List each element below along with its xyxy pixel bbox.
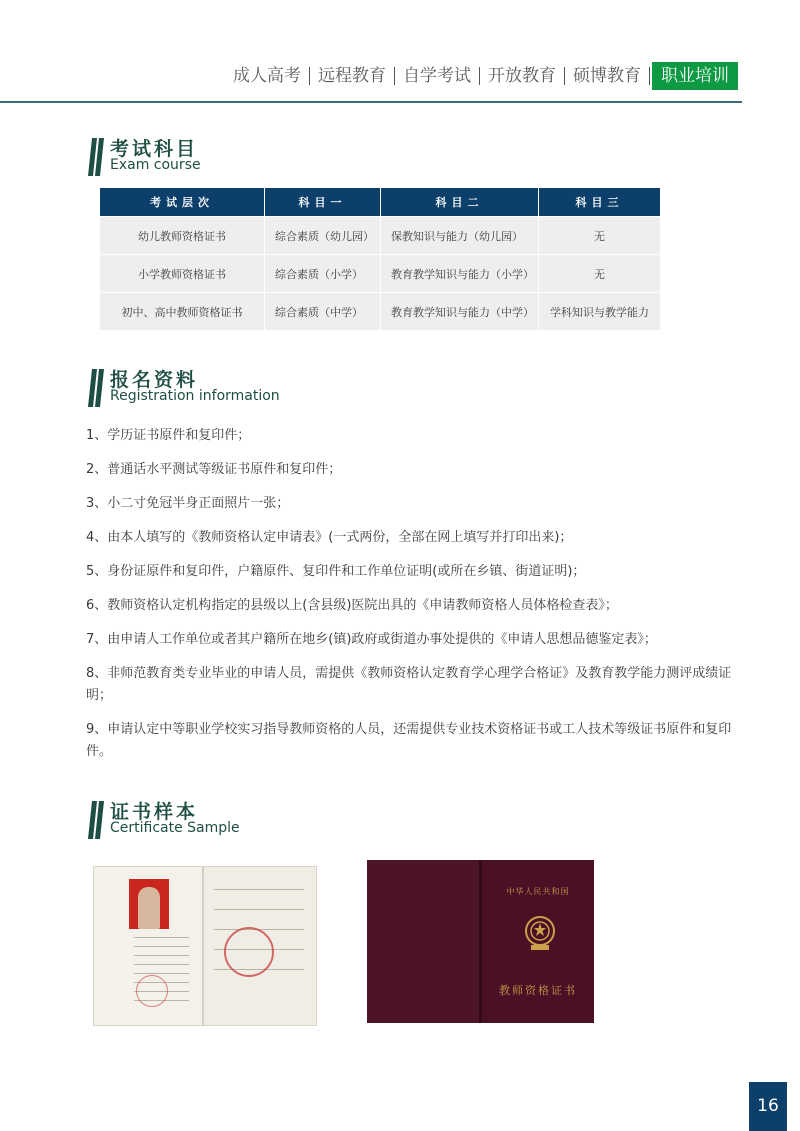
certificate-fold (202, 867, 204, 1025)
list-item: 2、普通话水平测试等级证书原件和复印件； (86, 462, 342, 477)
table-header-cell: 科目三 (539, 188, 661, 217)
section-title-cn: 报名资料 (110, 369, 199, 391)
nav-item-adult-exam[interactable]: 成人高考 (233, 66, 301, 86)
table-cell: 综合素质（幼儿园） (265, 217, 381, 255)
cover-spine (479, 860, 482, 1023)
table-cell: 小学教师资格证书 (100, 255, 265, 293)
table-cell: 幼儿教师资格证书 (100, 217, 265, 255)
certificate-cover-image (367, 860, 594, 1023)
official-seal-icon (224, 927, 274, 977)
table-cell: 教育教学知识与能力（中学） (381, 293, 539, 331)
nav-item-graduate-education[interactable]: 硕博教育 (573, 66, 641, 86)
table-row (100, 293, 661, 331)
nav-item-vocational-training[interactable]: 职业培训 (652, 62, 738, 90)
list-item: 1、学历证书原件和复印件； (86, 428, 251, 443)
registration-list (86, 425, 740, 775)
top-navigation (225, 62, 738, 90)
list-item: 7、由申请人工作单位或者其户籍所在地乡(镇)政府或街道办事处提供的《申请人思想品德鉴定表》； (86, 632, 657, 647)
certificate-inner-image (93, 866, 317, 1026)
table-header-cell: 考试层次 (100, 188, 265, 217)
section-title-en: Registration information (110, 388, 280, 404)
list-item: 9、申请认定中等职业学校实习指导教师资格的人员，还需提供专业技术资格证书或工人技术等级证书原件和复印件。 (86, 722, 732, 759)
table-row (100, 255, 661, 293)
list-item: 5、身份证原件和复印件，户籍原件、复印件和工作单位证明(或所在乡镇、街道证明)； (86, 564, 586, 579)
table-cell: 学科知识与教学能力 (539, 293, 661, 331)
cover-back (367, 860, 479, 1023)
table-header-row (100, 188, 661, 217)
id-photo (129, 879, 169, 929)
heading-bars-icon (88, 369, 108, 407)
nav-item-open-education[interactable]: 开放教育 (488, 66, 556, 86)
table-header-cell: 科目二 (381, 188, 539, 217)
section-title-en: Exam course (110, 157, 201, 173)
table-cell: 综合素质（小学） (265, 255, 381, 293)
cover-country-text: 中华人民共和国 (506, 887, 570, 896)
table-cell: 无 (539, 255, 661, 293)
section-title-cn: 考试科目 (110, 138, 199, 160)
blurred-face (138, 887, 160, 929)
table-cell: 保教知识与能力（幼儿园） (381, 217, 539, 255)
table-cell: 初中、高中教师资格证书 (100, 293, 265, 331)
nav-separator (649, 67, 650, 85)
heading-bars-icon (88, 138, 108, 176)
nav-item-remote-education[interactable]: 远程教育 (318, 66, 386, 86)
section-title-cn: 证书样本 (110, 801, 199, 823)
exam-course-table (99, 187, 661, 331)
table-cell: 无 (539, 217, 661, 255)
list-item: 6、教师资格认定机构指定的县级以上(含县级)医院出具的《申请教师资格人员体格检查表》； (86, 598, 618, 613)
page-number: 16 (749, 1082, 787, 1131)
table-cell: 综合素质（中学） (265, 293, 381, 331)
official-seal-icon (136, 975, 168, 1007)
list-item: 8、非师范教育类专业毕业的申请人员，需提供《教师资格认定教育学心理学合格证》及教育教学能力测评成绩证明； (86, 666, 732, 703)
table-header-cell: 科目一 (265, 188, 381, 217)
nav-item-self-study-exam[interactable]: 自学考试 (403, 66, 471, 86)
table-cell: 教育教学知识与能力（小学） (381, 255, 539, 293)
heading-bars-icon (88, 801, 108, 839)
national-emblem-icon (523, 914, 557, 952)
list-item: 3、小二寸免冠半身正面照片一张； (86, 496, 290, 511)
header-divider (0, 101, 742, 103)
cover-title: 教师资格证书 (499, 984, 577, 997)
table-row (100, 217, 661, 255)
list-item: 4、由本人填写的《教师资格认定申请表》(一式两份，全部在网上填写并打印出来)； (86, 530, 573, 545)
section-title-en: Certificate Sample (110, 820, 240, 836)
